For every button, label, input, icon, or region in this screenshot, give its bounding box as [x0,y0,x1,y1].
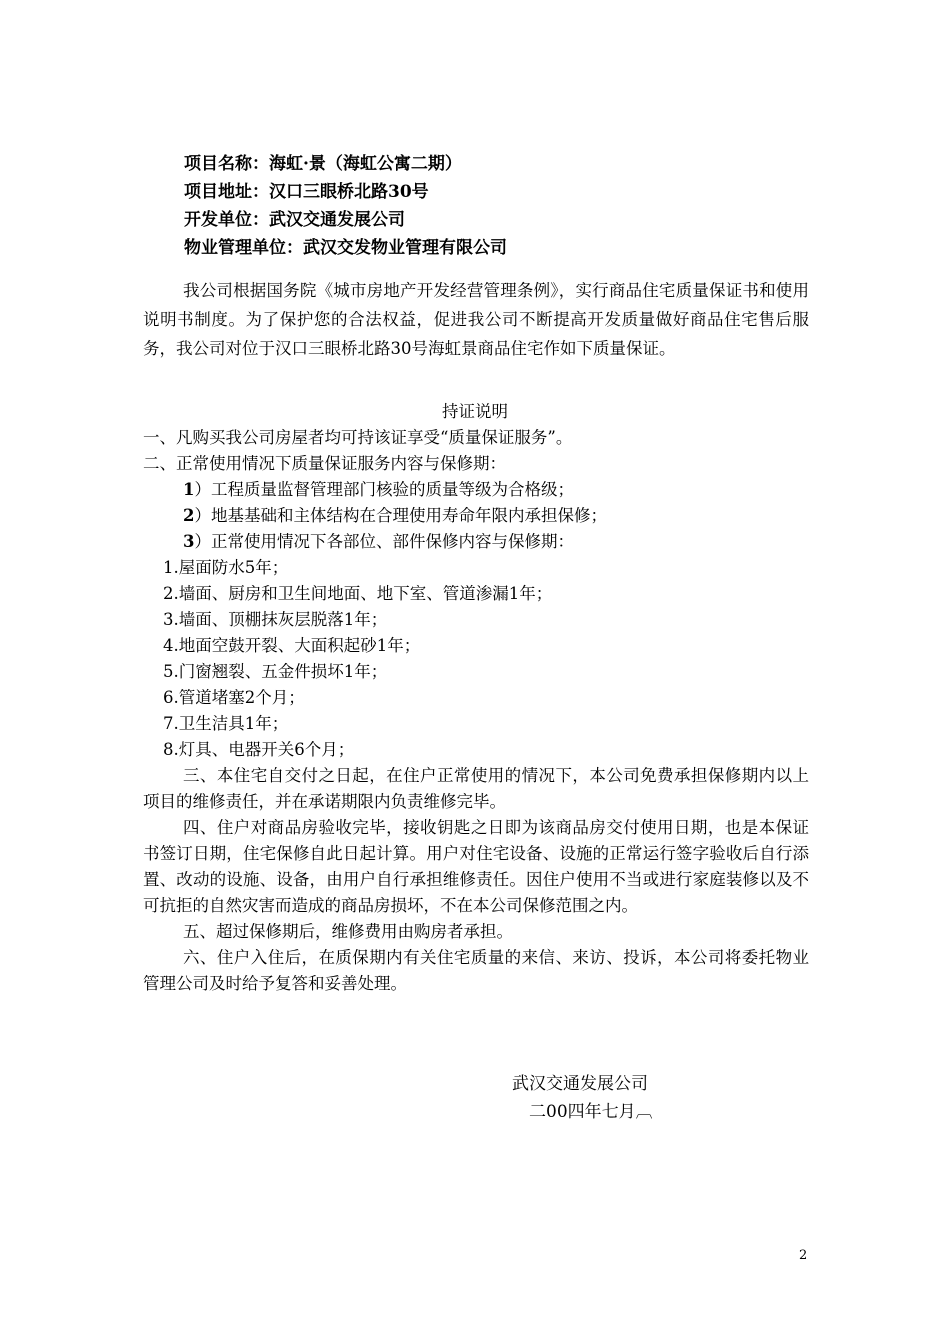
sub-item-number: 2 [183,506,195,525]
intro-paragraph: 我公司根据国务院《城市房地产开发经营管理条例》，实行商品住宅质量保证书和使用说明书制度。为了保护您的合法权益，促进我公司不断提高开发质量做好商品住宅售后服务，我公司对位于汉口三眼桥北路30号海虹景商品住宅作如下质量保证。 [143,281,809,358]
clause-3: 三、本住宅自交付之日起，在住户正常使用的情况下，本公司免费承担保修期内以上项目的维修责任，并在承诺期限内负责维修完毕。 [143,766,809,811]
project-name-line: 项目名称：海虹·景（海虹公寓二期） [184,154,462,174]
developer-line: 开发单位：武汉交通发展公司 [184,210,405,230]
sub-item-text: ）工程质量监督管理部门核验的质量等级为合格级； [194,480,574,499]
warranty-item: 2.墙面、厨房和卫生间地面、地下室、管道渗漏1年； [163,584,553,603]
sub-item-text: ）正常使用情况下各部位、部件保修内容与保修期： [194,532,574,551]
sub-item-number: 1 [183,480,195,499]
warranty-item: 1.屋面防水5年； [163,558,289,577]
clauses-block [143,425,809,997]
clause-5: 五、超过保修期后，维修费用由购房者承担。 [183,922,513,941]
property-management-line: 物业管理单位：武汉交发物业管理有限公司 [184,238,507,258]
clause-4: 四、住户对商品房验收完毕，接收钥匙之日即为该商品房交付使用日期，也是本保证书签订日期，住宅保修自此日起计算。用户对住宅设备、设施的正常运行签字验收后自行添置、改动的设施、设备，由用户自行承担维修责任。因住户使用不当或进行家庭装修以及不可抗拒的自然灾害而造成的商品房损坏，不在本公司保修范围之内。 [143,818,809,915]
signature-date: 二00四年七月︹ [529,1102,653,1122]
warranty-item: 6.管道堵塞2个月； [163,688,305,707]
sub-item [143,529,809,555]
section-title: 持证说明 [442,402,508,421]
signature-company: 武汉交通发展公司 [512,1074,648,1094]
warranty-item: 3.墙面、顶棚抹灰层脱落1年； [163,610,388,629]
warranty-item: 5.门窗翘裂、五金件损坏1年； [163,662,388,681]
warranty-item: 7.卫生洁具1年； [163,714,289,733]
warranty-item: 4.地面空鼓开裂、大面积起砂1年； [163,636,421,655]
sub-item-number: 3 [183,532,195,551]
page-number: 2 [799,1248,808,1263]
sub-item-text: ）地基基础和主体结构在合理使用寿命年限内承担保修； [194,506,607,525]
clause-1: 一、凡购买我公司房屋者均可持该证享受“质量保证服务”。 [143,428,573,447]
sub-item [143,503,809,529]
clause-2: 二、正常使用情况下质量保证服务内容与保修期： [143,454,506,473]
project-info-block [184,150,507,262]
sub-item [143,477,809,503]
signature-block [512,1070,653,1126]
project-address-line: 项目地址：汉口三眼桥北路30号 [184,182,429,202]
clause-6: 六、住户入住后，在质保期内有关住宅质量的来信、来访、投诉，本公司将委托物业管理公司及时给予复答和妥善处理。 [143,948,809,993]
warranty-item: 8.灯具、电器开关6个月； [163,740,355,759]
